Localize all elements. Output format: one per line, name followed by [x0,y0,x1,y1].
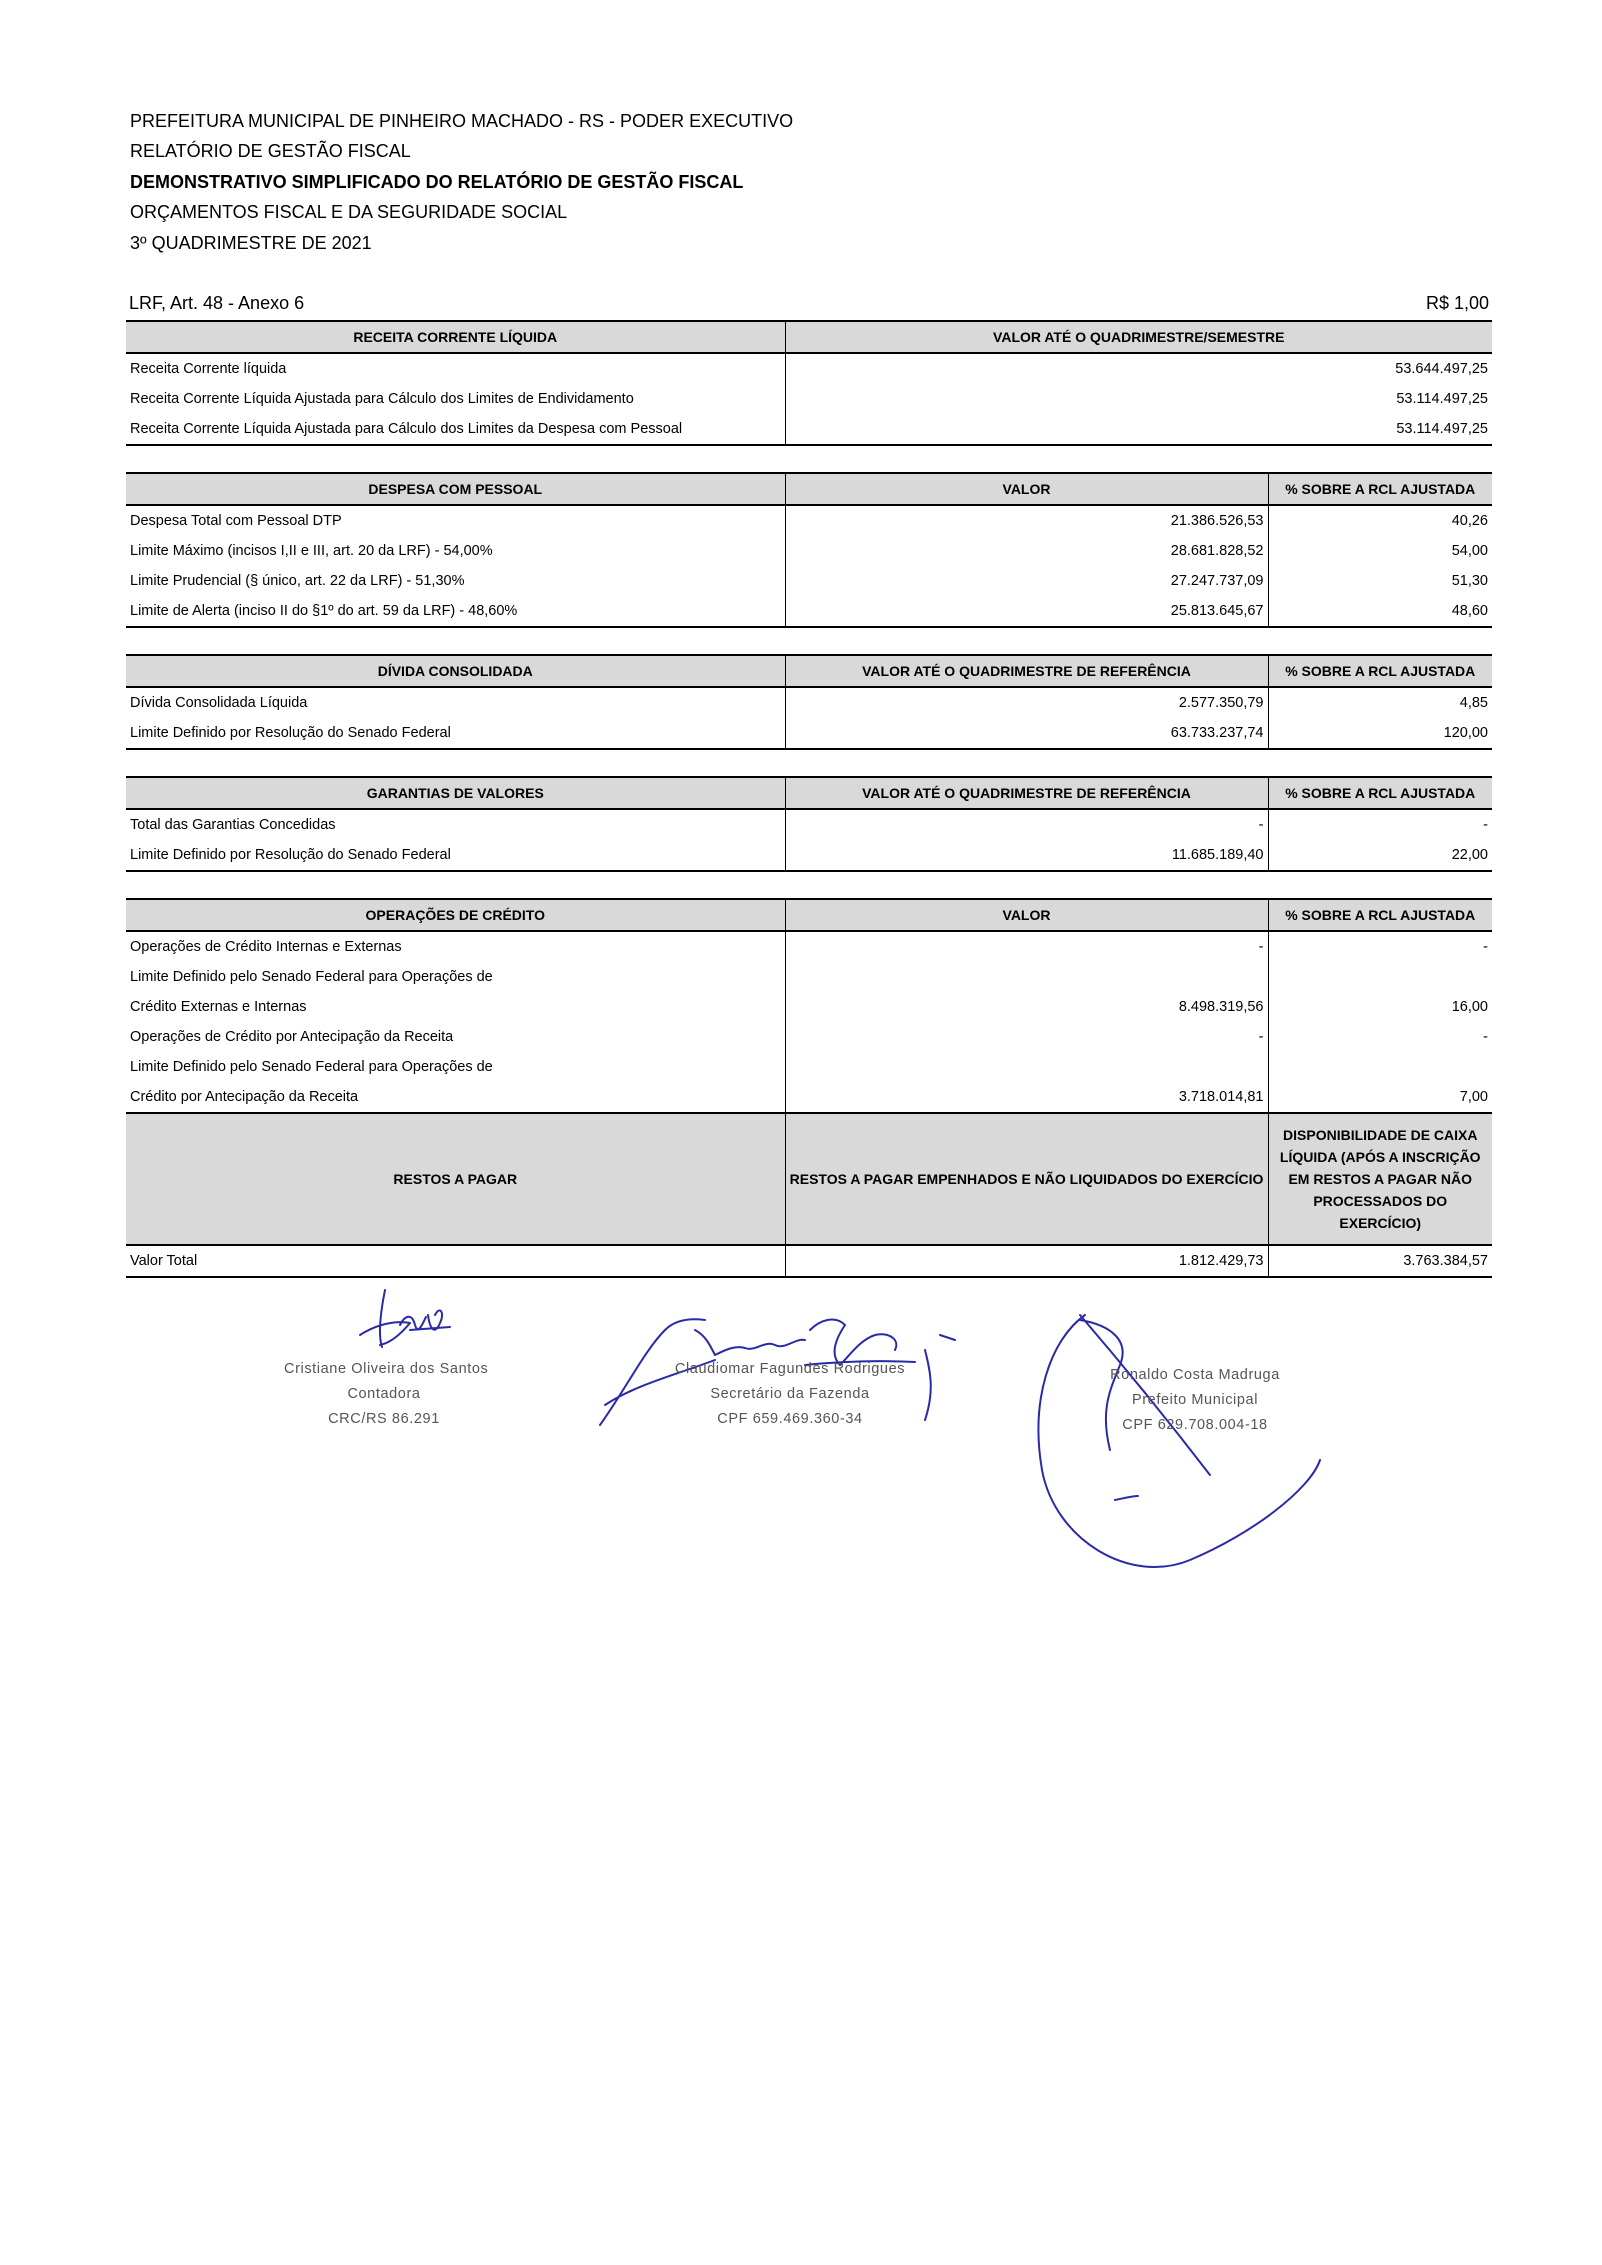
table-header [126,321,1492,353]
row-value: 1.812.429,73 [785,1245,1268,1277]
garantias-header-value: VALOR ATÉ O QUADRIMESTRE DE REFERÊNCIA [785,777,1268,809]
header-line-4: ORÇAMENTOS FISCAL E DA SEGURIDADE SOCIAL [130,202,568,223]
signer-role: Secretário da Fazenda [710,1386,870,1402]
lrf-reference-row [126,290,1492,316]
row-cash: 3.763.384,57 [1268,1245,1492,1277]
signature-block-contadora [284,1357,489,1432]
header-line-1: PREFEITURA MUNICIPAL DE PINHEIRO MACHADO - RS - PODER EXECUTIVO [130,111,794,131]
row-pct [1268,1052,1492,1082]
table-row [126,505,1492,536]
row-label: Limite Definido pelo Senado Federal para Operações de [130,1059,493,1075]
credito-table [126,898,1492,1278]
divida-header-value: VALOR ATÉ O QUADRIMESTRE DE REFERÊNCIA [785,655,1268,687]
row-label: Limite Definido por Resolução do Senado Federal [126,718,785,749]
row-pct: - [1268,809,1492,840]
signature-scribble-1 [340,1285,460,1365]
row-label: Despesa Total com Pessoal DTP [130,513,342,529]
currency-unit: R$ 1,00 [1425,293,1489,313]
row-value: 21.386.526,53 [785,505,1268,536]
restos-header [126,1113,1492,1245]
table-row [126,596,1492,627]
table-row [126,1082,1492,1113]
row-pct: 51,30 [1268,566,1492,596]
row-label: Crédito por Antecipação da Receita [130,1089,359,1105]
row-value: - [785,931,1268,962]
row-value: 53.114.497,25 [785,384,1492,414]
row-value: 8.498.319,56 [785,992,1268,1022]
rcl-table [126,320,1492,446]
table-row [126,566,1492,596]
row-label: Crédito Externas e Internas [130,999,307,1015]
rcl-header-label: RECEITA CORRENTE LÍQUIDA [126,321,785,353]
row-label: Limite Máximo (incisos I,II e III, art. 20 da LRF) - 54,00% [130,543,493,559]
signer-role: Prefeito Municipal [1131,1392,1259,1408]
signature-block-prefeito [1070,1363,1320,1438]
row-label: Receita Corrente líquida [130,361,287,377]
row-value: 53.644.497,25 [785,353,1492,384]
row-value: 25.813.645,67 [785,596,1268,627]
table-row [126,992,1492,1022]
signer-name: Ronaldo Costa Madruga [1110,1367,1280,1383]
divida-header-pct: % SOBRE A RCL AJUSTADA [1268,655,1492,687]
garantias-header-pct: % SOBRE A RCL AJUSTADA [1268,777,1492,809]
row-pct: 4,85 [1268,687,1492,718]
signer-name: Cristiane Oliveira dos Santos [284,1361,489,1377]
signature-block-secretario [655,1357,925,1432]
pessoal-header-label: DESPESA COM PESSOAL [126,473,785,505]
row-label: Operações de Crédito Internas e Externas [130,939,402,955]
row-pct: 40,26 [1268,505,1492,536]
rcl-header-value: VALOR ATÉ O QUADRIMESTRE/SEMESTRE [785,321,1492,353]
garantias-table [126,776,1492,872]
table-row [126,809,1492,840]
table-row [126,1052,1492,1082]
row-pct [1268,962,1492,992]
table-row [126,931,1492,962]
row-label: Receita Corrente Líquida Ajustada para Cálculo dos Limites da Despesa com Pessoal [126,414,785,445]
table-header [126,473,1492,505]
row-value [785,962,1268,992]
pessoal-header-pct: % SOBRE A RCL AJUSTADA [1268,473,1492,505]
row-pct: - [1268,931,1492,962]
credito-header-label: OPERAÇÕES DE CRÉDITO [126,899,785,931]
signer-name: Claudiomar Fagundes Rodrigues [674,1361,906,1377]
divida-table [126,654,1492,750]
signature-scribble-3 [1020,1310,1340,1580]
table-row [126,384,1492,414]
table-row [126,840,1492,871]
table-header [126,655,1492,687]
signer-id: CPF 659.469.360-34 [717,1411,863,1427]
row-value: - [785,1022,1268,1052]
table-row [126,687,1492,718]
header-line-5: 3º QUADRIMESTRE DE 2021 [130,232,372,253]
restos-header-label: RESTOS A PAGAR [126,1113,785,1245]
row-value: 53.114.497,25 [785,414,1492,445]
row-pct: - [1268,1022,1492,1052]
signer-id: CPF 629.708.004-18 [1122,1417,1268,1433]
row-value: 3.718.014,81 [785,1082,1268,1113]
lrf-article: LRF, Art. 48 - Anexo 6 [129,293,305,313]
row-value: 11.685.189,40 [785,840,1268,871]
table-row [126,1022,1492,1052]
signer-role: Contadora [347,1386,421,1402]
row-value: 2.577.350,79 [785,687,1268,718]
document-header [130,106,793,258]
divida-header-label: DÍVIDA CONSOLIDADA [126,655,785,687]
row-label: Limite Definido por Resolução do Senado Federal [126,840,785,871]
row-label: Total das Garantias Concedidas [130,817,336,833]
table-header [126,777,1492,809]
signer-id: CRC/RS 86.291 [328,1411,440,1427]
row-value [785,1052,1268,1082]
garantias-header-label: GARANTIAS DE VALORES [126,777,785,809]
restos-header-cash: DISPONIBILIDADE DE CAIXA LÍQUIDA (APÓS A INSCRIÇÃO EM RESTOS A PAGAR NÃO PROCESSADOS DO EXERCÍCIO) [1268,1113,1492,1245]
header-line-3: DEMONSTRATIVO SIMPLIFICADO DO RELATÓRIO DE GESTÃO FISCAL [130,171,744,192]
row-pct: 54,00 [1268,536,1492,566]
table-row [126,962,1492,992]
row-value: 63.733.237,74 [785,718,1268,749]
row-pct: 16,00 [1268,992,1492,1022]
row-value: 28.681.828,52 [785,536,1268,566]
table-row [126,414,1492,445]
row-label: Operações de Crédito por Antecipação da Receita [130,1029,454,1045]
table-row [126,1245,1492,1277]
row-value: - [785,809,1268,840]
table-row [126,718,1492,749]
header-line-2: RELATÓRIO DE GESTÃO FISCAL [130,141,411,162]
table-row [126,536,1492,566]
row-label: Limite Definido pelo Senado Federal para Operações de [130,969,493,985]
row-label: Receita Corrente Líquida Ajustada para Cálculo dos Limites de Endividamento [130,391,634,407]
pessoal-table [126,472,1492,628]
pessoal-header-value: VALOR [785,473,1268,505]
credito-header-pct: % SOBRE A RCL AJUSTADA [1268,899,1492,931]
restos-header-value: RESTOS A PAGAR EMPENHADOS E NÃO LIQUIDADOS DO EXERCÍCIO [785,1113,1268,1245]
row-label: Limite Prudencial (§ único, art. 22 da LRF) - 51,30% [130,573,465,589]
row-value: 27.247.737,09 [785,566,1268,596]
row-label: Dívida Consolidada Líquida [130,695,308,711]
row-pct: 120,00 [1268,718,1492,749]
table-header [126,899,1492,931]
row-label: Limite de Alerta (inciso II do §1º do art. 59 da LRF) - 48,60% [126,596,785,627]
row-label: Valor Total [126,1245,785,1277]
row-pct: 7,00 [1268,1082,1492,1113]
table-row [126,353,1492,384]
credito-header-value: VALOR [785,899,1268,931]
row-pct: 48,60 [1268,596,1492,627]
row-pct: 22,00 [1268,840,1492,871]
